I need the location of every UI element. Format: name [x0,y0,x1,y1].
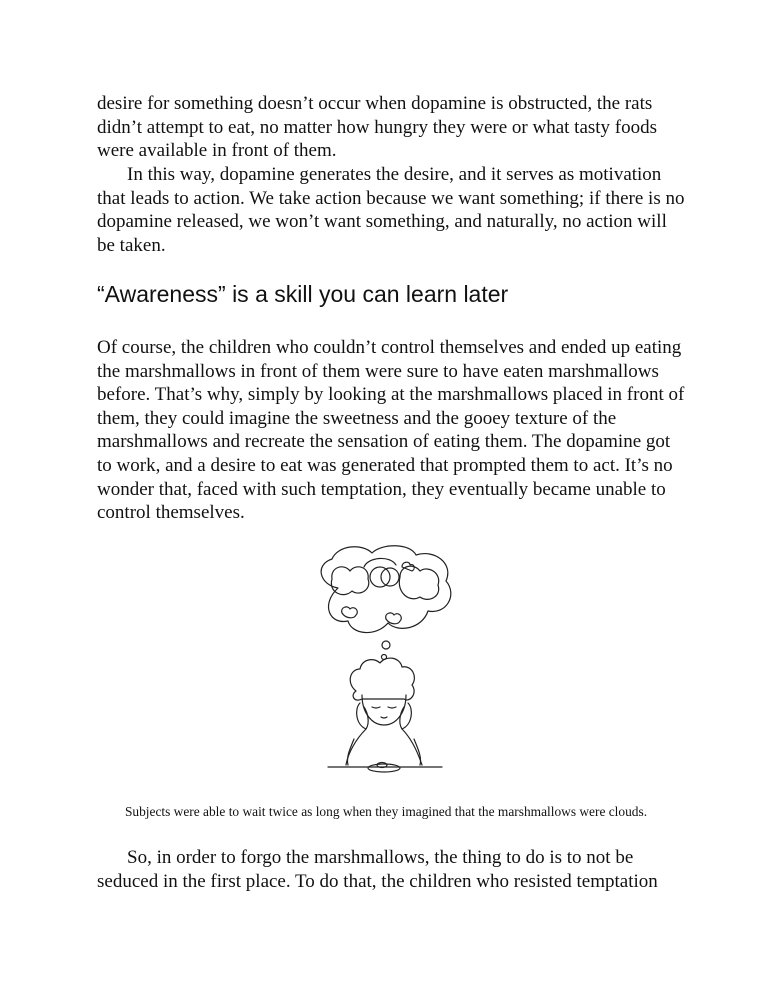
child-mouth [381,717,387,718]
body-paragraph-4: So, in order to forgo the marshmallows, the thing to do is to not be seduced in the first place. To do that, the children who resisted temptation [97,847,658,892]
child-hair [350,658,414,700]
marshmallow-cloud-icon [399,566,438,599]
child-eye [372,707,380,708]
child-arm [346,729,366,765]
child-hand [357,703,369,729]
section-heading: “Awareness” is a skill you can learn later [97,281,509,307]
child-arm [402,729,422,765]
body-paragraph-2: In this way, dopamine generates the desire, and it serves as motivation that leads to action. We take action because we want something; if there is no dopamine released, we won’t want something, and naturally, no action will be taken. [97,164,685,256]
thought-bubble [382,641,390,649]
body-paragraph-3: Of course, the children who couldn’t control themselves and ended up eating the marshmallows in front of them were sure to have eaten marshmallows before. That’s why, simply by looking at the marshmallows placed in front of them, they could imagine the sweetness and the gooey texture of the marshmallows and recreate the sensation of eating them. The dopamine got to work, and a desire to eat was generated that prompted them to act. It’s no wonder that, faced with such temptation, they eventually became unable to control themselves. [97,337,685,524]
child-hand [400,703,412,729]
marshmallow-cloud-icon [331,567,368,595]
child-dreaming-of-clouds-illustration [310,543,460,783]
child-eye [388,707,396,708]
small-cloud-icon [342,607,358,618]
figure-caption: Subjects were able to wait twice as long when they imagined that the marshmallows were clouds. [124,804,648,819]
plate-icon [368,764,400,772]
marshmallow-icon [364,558,396,567]
body-paragraph-1: desire for something doesn’t occur when dopamine is obstructed, the rats didn’t attempt to eat, no matter how hungry they were or what tasty foods were available in front of them. [97,93,658,162]
small-cloud-icon [386,613,402,624]
marshmallow-icon [370,567,390,587]
